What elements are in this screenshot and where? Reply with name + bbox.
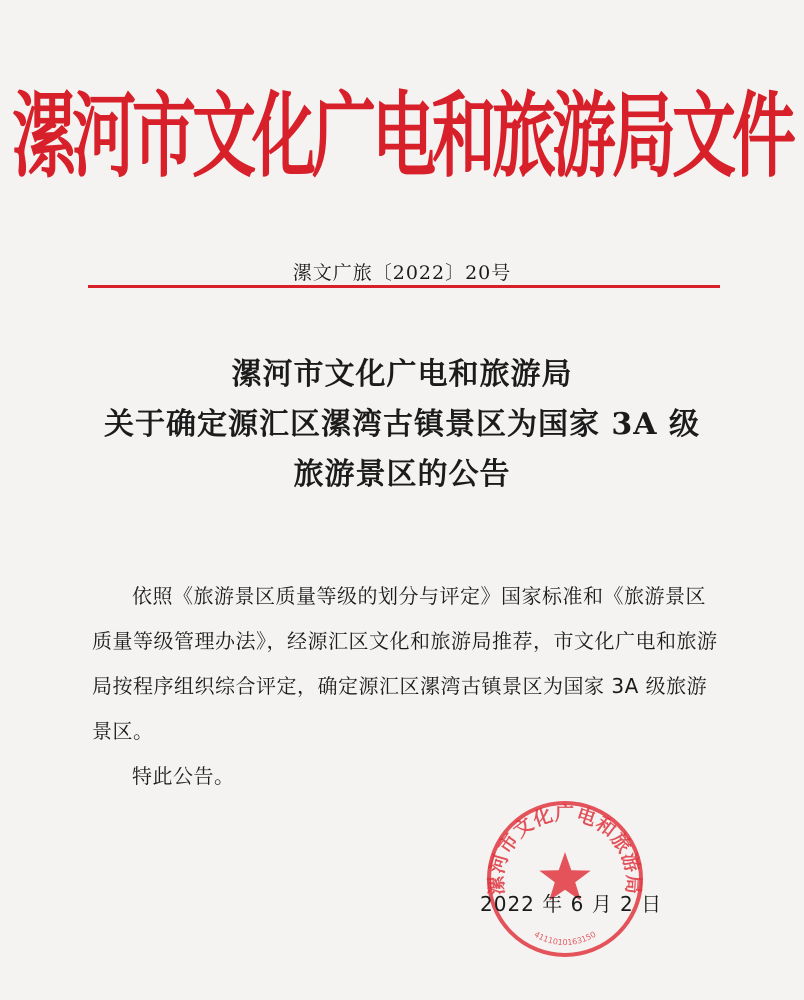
seal-code-text: 4111010163150 — [532, 929, 598, 948]
body-paragraph: 依照《旅游景区质量等级的划分与评定》国家标准和《旅游景区质量等级管理办法》，经源汇区文化和旅游局推荐，市文化广电和旅游局按程序组织综合评定，确定源汇区漯湾古镇景区为国家 3A 级旅游景区。 — [92, 584, 718, 743]
announcement-title — [0, 350, 804, 500]
announcement-body — [92, 574, 724, 799]
document-number: 漯文广旅〔2022〕20号 — [292, 262, 512, 284]
closing-line: 特此公告。 — [132, 764, 235, 788]
masthead-title: 漯河市文化广电和旅游局文件 — [12, 83, 792, 192]
title-line-2: 关于确定源汇区漯湾古镇景区为国家 3A 级 — [103, 407, 701, 442]
red-separator-line — [88, 285, 720, 288]
issue-date: 2022 年 6 月 2 日 — [480, 892, 663, 916]
title-line-1: 漯河市文化广电和旅游局 — [231, 357, 573, 392]
seal-org-text: 漯河市文化广电和旅游局 — [485, 802, 645, 896]
title-line-3: 旅游景区的公告 — [293, 457, 511, 492]
official-seal-stamp — [484, 798, 646, 960]
